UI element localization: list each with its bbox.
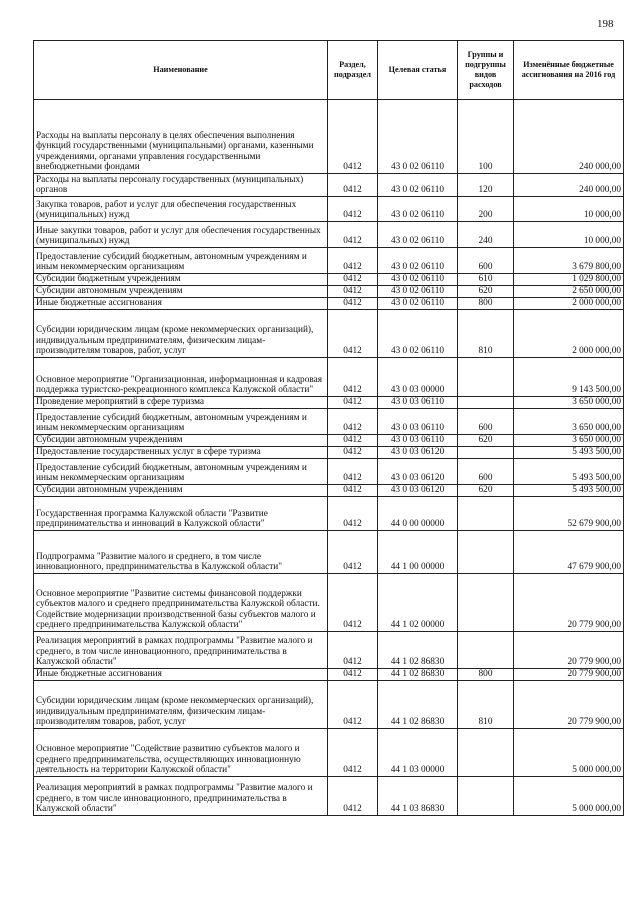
cell-amount: 240 000,00 — [514, 174, 624, 197]
cell-amount: 3 650 000,00 — [514, 435, 624, 447]
cell-target: 43 0 03 06110 — [378, 409, 458, 435]
cell-amount: 2 650 000,00 — [514, 286, 624, 298]
header-amount: Изменённые бюджетные ассигнования на 2016 год — [514, 41, 624, 100]
cell-group — [458, 777, 514, 816]
cell-name: Субсидии юридическим лицам (кроме некоммерческих организаций), индивидуальным предпринимателям, физическим лицам-производителям товаров, работ, услуг — [34, 310, 328, 358]
cell-name: Расходы на выплаты персоналу государственных (муниципальных) органов — [34, 174, 328, 197]
cell-section: 0412 — [328, 574, 378, 632]
cell-target: 44 1 02 86830 — [378, 632, 458, 669]
cell-group: 610 — [458, 274, 514, 286]
cell-target: 44 0 00 00000 — [378, 497, 458, 531]
cell-amount: 52 679 900,00 — [514, 497, 624, 531]
header-section: Раздел, подраздел — [328, 41, 378, 100]
cell-name: Проведение мероприятий в сфере туризма — [34, 397, 328, 409]
table-row — [34, 435, 624, 447]
cell-group — [458, 632, 514, 669]
cell-section: 0412 — [328, 310, 378, 358]
table-row — [34, 248, 624, 274]
cell-section: 0412 — [328, 459, 378, 485]
cell-target: 44 1 00 00000 — [378, 531, 458, 574]
header-name: Наименование — [34, 41, 328, 100]
cell-name: Основное мероприятие "Содействие развитию субъектов малого и среднего предпринимательства, осуществляющих инновационную деятельность на территории Калужской области" — [34, 729, 328, 777]
table-row — [34, 274, 624, 286]
cell-amount: 10 000,00 — [514, 222, 624, 248]
cell-group — [458, 574, 514, 632]
cell-section: 0412 — [328, 197, 378, 222]
cell-amount: 9 143 500,00 — [514, 358, 624, 397]
cell-name: Субсидии бюджетным учреждениям — [34, 274, 328, 286]
cell-group — [458, 497, 514, 531]
cell-target: 44 1 02 86830 — [378, 681, 458, 729]
cell-target: 43 0 03 06110 — [378, 435, 458, 447]
cell-name: Закупка товаров, работ и услуг для обеспечения государственных (муниципальных) нужд — [34, 197, 328, 222]
cell-group: 100 — [458, 100, 514, 174]
cell-amount: 10 000,00 — [514, 197, 624, 222]
cell-name: Субсидии автономным учреждениям — [34, 286, 328, 298]
cell-section: 0412 — [328, 497, 378, 531]
cell-amount: 2 000 000,00 — [514, 310, 624, 358]
cell-group: 120 — [458, 174, 514, 197]
cell-section: 0412 — [328, 397, 378, 409]
table-row — [34, 681, 624, 729]
cell-target: 43 0 02 06110 — [378, 286, 458, 298]
cell-target: 44 1 02 00000 — [378, 574, 458, 632]
cell-amount: 20 779 900,00 — [514, 681, 624, 729]
cell-target: 44 1 03 00000 — [378, 729, 458, 777]
cell-amount: 5 493 500,00 — [514, 485, 624, 497]
cell-name: Субсидии юридическим лицам (кроме некоммерческих организаций), индивидуальным предпринимателям, физическим лицам-производителям товаров, работ, услуг — [34, 681, 328, 729]
cell-group: 620 — [458, 435, 514, 447]
cell-amount: 3 650 000,00 — [514, 409, 624, 435]
header-groups: Группы и подгруппы видов расходов — [458, 41, 514, 100]
cell-amount: 3 650 000,00 — [514, 397, 624, 409]
table-row — [34, 497, 624, 531]
cell-group: 620 — [458, 286, 514, 298]
cell-amount: 20 779 900,00 — [514, 632, 624, 669]
cell-amount: 3 679 800,00 — [514, 248, 624, 274]
cell-section: 0412 — [328, 435, 378, 447]
cell-target: 43 0 02 06110 — [378, 310, 458, 358]
cell-section: 0412 — [328, 729, 378, 777]
cell-group: 200 — [458, 197, 514, 222]
cell-section: 0412 — [328, 222, 378, 248]
cell-name: Субсидии автономным учреждениям — [34, 485, 328, 497]
cell-section: 0412 — [328, 409, 378, 435]
cell-section: 0412 — [328, 286, 378, 298]
cell-target: 43 0 02 06110 — [378, 298, 458, 310]
cell-section: 0412 — [328, 447, 378, 459]
table-row — [34, 298, 624, 310]
table-row — [34, 310, 624, 358]
cell-section: 0412 — [328, 777, 378, 816]
cell-name: Субсидии автономным учреждениям — [34, 435, 328, 447]
cell-group: 620 — [458, 485, 514, 497]
cell-group — [458, 358, 514, 397]
cell-section: 0412 — [328, 681, 378, 729]
cell-target: 43 0 02 06110 — [378, 248, 458, 274]
cell-section: 0412 — [328, 358, 378, 397]
table-row — [34, 459, 624, 485]
cell-target: 44 1 03 86830 — [378, 777, 458, 816]
cell-target: 43 0 02 06110 — [378, 222, 458, 248]
cell-name: Иные бюджетные ассигнования — [34, 669, 328, 681]
cell-amount: 5 000 000,00 — [514, 729, 624, 777]
table-row — [34, 409, 624, 435]
cell-group: 800 — [458, 298, 514, 310]
cell-name: Предоставление субсидий бюджетным, автономным учреждениям и иным некоммерческим организациям — [34, 409, 328, 435]
table-row — [34, 358, 624, 397]
cell-group: 810 — [458, 681, 514, 729]
table-row — [34, 447, 624, 459]
cell-group: 600 — [458, 409, 514, 435]
cell-name: Предоставление субсидий бюджетным, автономным учреждениям и иным некоммерческим организациям — [34, 248, 328, 274]
cell-amount: 5 493 500,00 — [514, 459, 624, 485]
cell-amount: 240 000,00 — [514, 100, 624, 174]
table-row — [34, 632, 624, 669]
cell-name: Иные бюджетные ассигнования — [34, 298, 328, 310]
cell-section: 0412 — [328, 632, 378, 669]
cell-target: 43 0 02 06110 — [378, 197, 458, 222]
cell-group: 240 — [458, 222, 514, 248]
cell-section: 0412 — [328, 248, 378, 274]
cell-group — [458, 397, 514, 409]
cell-name: Реализация мероприятий в рамках подпрограммы "Развитие малого и среднего, в том числе инновационного, предпринимательства в Калужской области" — [34, 777, 328, 816]
cell-name: Основное мероприятие "Организационная, информационная и кадровая поддержка туристско-рекреационного комплекса Калужской области" — [34, 358, 328, 397]
cell-group — [458, 447, 514, 459]
table-row — [34, 397, 624, 409]
cell-section: 0412 — [328, 298, 378, 310]
cell-target: 43 0 02 06110 — [378, 174, 458, 197]
cell-target: 43 0 03 06110 — [378, 397, 458, 409]
table-row — [34, 531, 624, 574]
header-target: Целевая статья — [378, 41, 458, 100]
cell-amount: 20 779 900,00 — [514, 669, 624, 681]
cell-section: 0412 — [328, 669, 378, 681]
cell-target: 44 1 02 86830 — [378, 669, 458, 681]
cell-amount: 1 029 800,00 — [514, 274, 624, 286]
cell-target: 43 0 02 06110 — [378, 274, 458, 286]
cell-section: 0412 — [328, 531, 378, 574]
cell-amount: 2 000 000,00 — [514, 298, 624, 310]
cell-group — [458, 531, 514, 574]
cell-name: Основное мероприятие "Развитие системы финансовой поддержки субъектов малого и среднего предпринимательства Калужской области. Содействие модернизации производственной базы субъектов малого и среднего предпринимательства Калужской области" — [34, 574, 328, 632]
cell-target: 43 0 03 06120 — [378, 485, 458, 497]
budget-table — [33, 40, 624, 816]
cell-name: Иные закупки товаров, работ и услуг для обеспечения государственных (муниципальных) нужд — [34, 222, 328, 248]
cell-name: Подпрограмма "Развитие малого и среднего, в том числе инновационного, предпринимательства в Калужской области" — [34, 531, 328, 574]
cell-section: 0412 — [328, 100, 378, 174]
cell-amount: 5 493 500,00 — [514, 447, 624, 459]
cell-amount: 47 679 900,00 — [514, 531, 624, 574]
cell-name: Реализация мероприятий в рамках подпрограммы "Развитие малого и среднего, в том числе инновационного, предпринимательства в Калужской области" — [34, 632, 328, 669]
table-row — [34, 174, 624, 197]
cell-group: 810 — [458, 310, 514, 358]
table-row — [34, 485, 624, 497]
cell-group: 600 — [458, 459, 514, 485]
cell-amount: 20 779 900,00 — [514, 574, 624, 632]
cell-target: 43 0 03 06120 — [378, 447, 458, 459]
table-row — [34, 729, 624, 777]
cell-target: 43 0 02 06110 — [378, 100, 458, 174]
table-row — [34, 669, 624, 681]
cell-section: 0412 — [328, 174, 378, 197]
cell-name: Предоставление субсидий бюджетным, автономным учреждениям и иным некоммерческим организациям — [34, 459, 328, 485]
cell-group — [458, 729, 514, 777]
cell-section: 0412 — [328, 485, 378, 497]
cell-amount: 5 000 000,00 — [514, 777, 624, 816]
table-row — [34, 222, 624, 248]
cell-target: 43 0 03 06120 — [378, 459, 458, 485]
table-row — [34, 286, 624, 298]
table-row — [34, 777, 624, 816]
cell-name: Расходы на выплаты персоналу в целях обеспечения выполнения функций государственными (муниципальными) органами, казенными учреждениями, органами управления государственными внебюджетными фондами — [34, 100, 328, 174]
cell-name: Государственная программа Калужской области "Развитие предпринимательства и инноваций в Калужской области" — [34, 497, 328, 531]
table-header-row — [34, 41, 624, 100]
cell-section: 0412 — [328, 274, 378, 286]
cell-group: 800 — [458, 669, 514, 681]
cell-group: 600 — [458, 248, 514, 274]
cell-target: 43 0 03 00000 — [378, 358, 458, 397]
page-number: 198 — [597, 18, 614, 30]
cell-name: Предоставление государственных услуг в сфере туризма — [34, 447, 328, 459]
table-row — [34, 100, 624, 174]
table-row — [34, 574, 624, 632]
table-row — [34, 197, 624, 222]
